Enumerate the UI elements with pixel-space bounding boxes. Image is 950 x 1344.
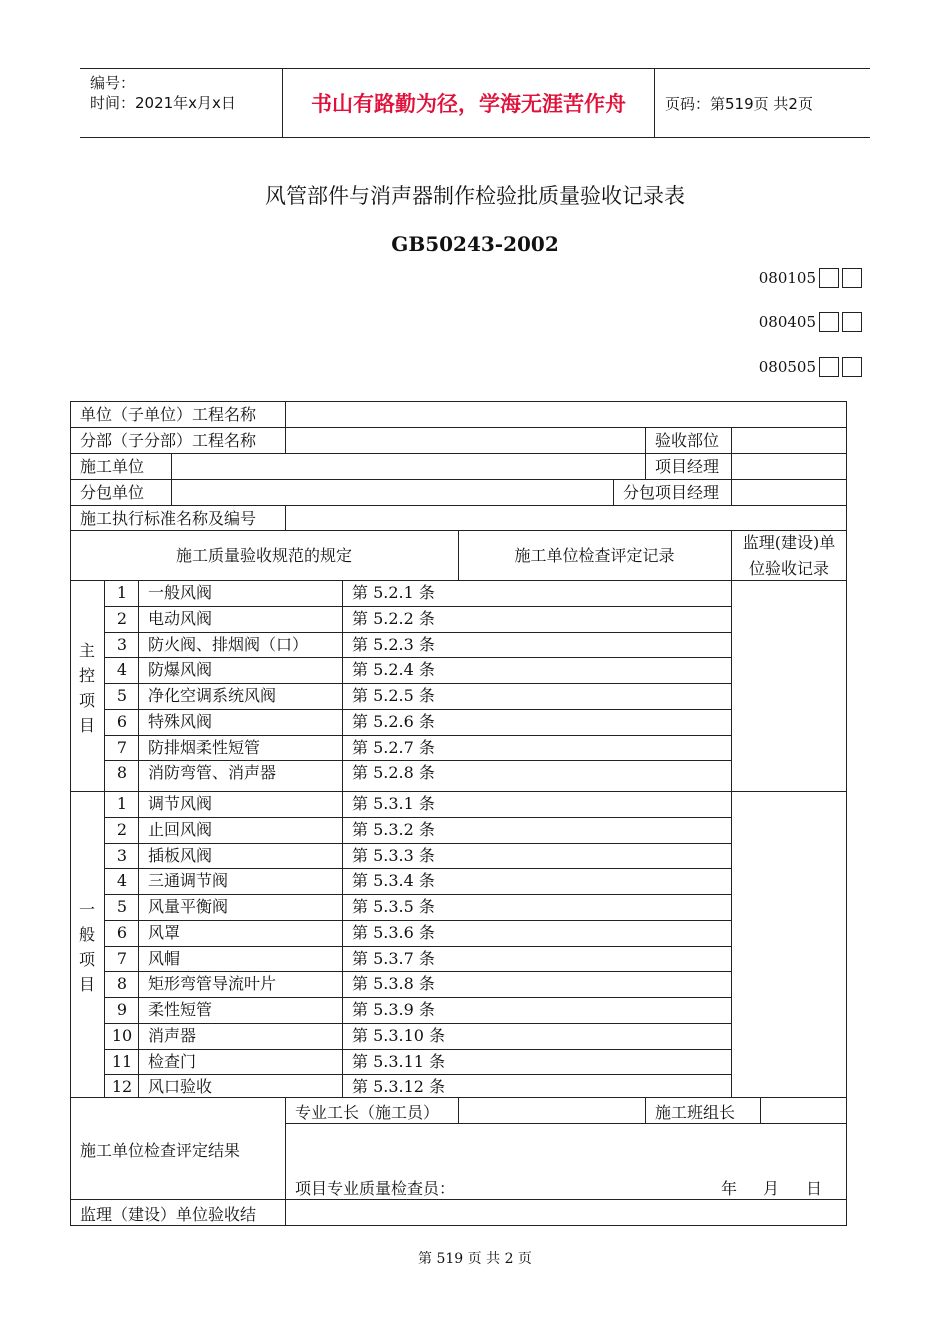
grid-line — [645, 427, 646, 480]
sub-project-manager-label: 分包项目经理 — [623, 483, 720, 502]
date-year: 年 — [721, 1179, 738, 1198]
number-label: 编号： — [90, 74, 136, 92]
general-item-clause: 第 5.3.5 条 — [352, 897, 435, 916]
general-item-no: 12 — [111, 1077, 133, 1097]
grid-line — [104, 657, 732, 658]
main-item-clause: 第 5.2.3 条 — [352, 634, 435, 654]
main-item-no: 4 — [116, 660, 128, 680]
grid-line — [104, 997, 732, 998]
grid-line — [458, 530, 459, 581]
code-number: 080105 — [758, 269, 816, 287]
general-item-no: 7 — [116, 948, 128, 968]
code-checkbox[interactable] — [842, 357, 862, 377]
grid-line — [104, 817, 732, 818]
grid-line — [138, 580, 139, 1098]
general-item-clause: 第 5.3.9 条 — [352, 1000, 435, 1019]
code-row — [759, 268, 862, 288]
main-item-name: 特殊风阀 — [148, 711, 213, 731]
main-group-label: 主 控 项 目 — [78, 641, 95, 735]
code-checkbox[interactable] — [819, 357, 839, 377]
page-footer: 第 519 页 共 2 页 — [418, 1251, 532, 1267]
general-item-no: 6 — [116, 922, 128, 942]
general-item-no: 9 — [116, 1000, 128, 1019]
general-item-clause: 第 5.3.3 条 — [352, 845, 435, 865]
subcontractor-label: 分包单位 — [80, 483, 145, 502]
grid-line — [285, 1123, 847, 1124]
main-item-no: 2 — [116, 608, 128, 628]
grid-line — [70, 401, 847, 402]
main-item-name: 消防弯管、消声器 — [148, 763, 277, 783]
grid-line — [70, 401, 71, 1226]
grid-line — [285, 401, 286, 454]
main-item-clause: 第 5.2.8 条 — [352, 763, 435, 783]
grid-line — [104, 580, 105, 1098]
document-standard: GB50243-2002 — [391, 232, 559, 256]
date-day: 日 — [806, 1179, 823, 1198]
general-item-no: 1 — [116, 794, 128, 813]
grid-line — [285, 1097, 286, 1226]
general-item-name: 矩形弯管导流叶片 — [148, 974, 277, 994]
col-supervision-header-2: 位验收记录 — [748, 559, 829, 578]
general-item-no: 5 — [116, 897, 128, 916]
grid-line — [104, 632, 732, 633]
grid-line — [70, 791, 847, 792]
grid-line — [104, 683, 732, 684]
general-item-name: 风量平衡阀 — [148, 897, 229, 916]
code-checkbox[interactable] — [842, 268, 862, 288]
code-row — [759, 312, 862, 332]
main-item-clause: 第 5.2.7 条 — [352, 737, 435, 757]
grid-line — [104, 1049, 732, 1050]
time-label: 时间：2021年x月x日 — [90, 94, 236, 112]
inspector-label: 项目专业质量检查员： — [295, 1179, 456, 1198]
grid-line — [285, 505, 286, 531]
code-checkbox[interactable] — [819, 268, 839, 288]
grid-line — [104, 760, 732, 761]
grid-line — [342, 580, 343, 1098]
general-item-no: 3 — [116, 845, 128, 865]
general-item-name: 消声器 — [148, 1025, 197, 1045]
code-checkbox[interactable] — [819, 312, 839, 332]
general-item-no: 8 — [116, 974, 128, 994]
team-leader-label: 施工班组长 — [655, 1103, 736, 1122]
grid-line — [731, 427, 732, 506]
main-item-name: 防火阀、排烟阀（口） — [148, 634, 309, 654]
grid-line — [104, 709, 732, 710]
main-item-name: 防排烟柔性短管 — [148, 737, 261, 757]
header-meta — [80, 69, 282, 137]
main-item-clause: 第 5.2.1 条 — [352, 583, 435, 602]
grid-line — [846, 401, 847, 1226]
general-item-name: 插板风阀 — [148, 845, 213, 865]
general-item-clause: 第 5.3.8 条 — [352, 974, 435, 994]
general-item-name: 风罩 — [148, 922, 181, 942]
general-item-clause: 第 5.3.11 条 — [352, 1051, 446, 1071]
grid-line — [104, 843, 732, 844]
grid-line — [104, 971, 732, 972]
general-item-clause: 第 5.3.10 条 — [352, 1025, 446, 1045]
grid-line — [760, 1097, 761, 1124]
general-item-name: 风帽 — [148, 948, 181, 968]
main-item-no: 8 — [116, 763, 128, 783]
general-item-name: 风口验收 — [148, 1077, 213, 1097]
inspection-form — [70, 401, 847, 1226]
grid-line — [104, 1023, 732, 1024]
main-item-name: 一般风阀 — [148, 583, 213, 602]
main-item-clause: 第 5.2.5 条 — [352, 686, 435, 705]
main-item-name: 电动风阀 — [148, 608, 213, 628]
col-spec-header: 施工质量验收规范的规定 — [175, 546, 352, 565]
main-item-clause: 第 5.2.2 条 — [352, 608, 435, 628]
code-number: 080405 — [758, 313, 816, 331]
construction-unit-label: 施工单位 — [80, 457, 145, 476]
general-item-clause: 第 5.3.1 条 — [352, 794, 435, 813]
document-title: 风管部件与消声器制作检验批质量验收记录表 — [265, 184, 685, 208]
col-supervision-header-1: 监理(建设)单 — [742, 533, 836, 552]
grid-line — [104, 894, 732, 895]
grid-line — [731, 530, 732, 1098]
general-item-name: 调节风阀 — [148, 794, 213, 813]
main-item-no: 7 — [116, 737, 128, 757]
grid-line — [70, 1225, 847, 1226]
code-number: 080505 — [758, 358, 816, 376]
date-month: 月 — [763, 1179, 780, 1198]
sub-project-label: 分部（子分部）工程名称 — [80, 431, 257, 450]
general-item-clause: 第 5.3.4 条 — [352, 871, 435, 891]
grid-line — [104, 920, 732, 921]
code-checkbox[interactable] — [842, 312, 862, 332]
main-item-no: 6 — [116, 711, 128, 731]
grid-line — [104, 606, 732, 607]
grid-line — [104, 1074, 732, 1075]
header-page-info: 页码：第519页 共2页 — [665, 94, 813, 113]
general-item-name: 柔性短管 — [148, 1000, 213, 1019]
main-item-name: 净化空调系统风阀 — [148, 686, 277, 705]
grid-line — [645, 1097, 646, 1124]
general-item-name: 三通调节阀 — [148, 871, 229, 891]
supervision-result-label: 监理（建设）单位验收结 — [80, 1205, 257, 1224]
unit-project-label: 单位（子单位）工程名称 — [80, 405, 257, 424]
general-item-no: 2 — [116, 819, 128, 839]
general-item-clause: 第 5.3.7 条 — [352, 948, 435, 968]
grid-line — [104, 735, 732, 736]
acceptance-part-label: 验收部位 — [655, 431, 720, 450]
general-item-name: 止回风阀 — [148, 819, 213, 839]
main-item-no: 1 — [116, 583, 128, 602]
project-manager-label: 项目经理 — [655, 457, 720, 476]
code-row — [759, 357, 862, 377]
grid-line — [104, 868, 732, 869]
main-item-no: 3 — [116, 634, 128, 654]
general-item-clause: 第 5.3.6 条 — [352, 922, 435, 942]
page-header — [80, 68, 870, 138]
foreman-label: 专业工长（施工员） — [295, 1103, 440, 1122]
grid-line — [104, 946, 732, 947]
grid-line — [171, 453, 172, 506]
main-item-clause: 第 5.2.4 条 — [352, 660, 435, 680]
general-item-clause: 第 5.3.12 条 — [352, 1077, 446, 1097]
header-motto: 书山有路勤为径，学海无涯苦作舟 — [282, 69, 655, 137]
main-item-name: 防爆风阀 — [148, 660, 213, 680]
general-group-label: 一 般 项 目 — [78, 900, 95, 994]
main-item-clause: 第 5.2.6 条 — [352, 711, 435, 731]
grid-line — [458, 1097, 459, 1124]
general-item-clause: 第 5.3.2 条 — [352, 819, 435, 839]
result-label: 施工单位检查评定结果 — [80, 1141, 241, 1160]
general-item-no: 11 — [111, 1051, 133, 1071]
grid-line — [613, 479, 614, 506]
col-check-header: 施工单位检查评定记录 — [514, 546, 675, 565]
general-item-no: 10 — [111, 1025, 133, 1045]
grid-line — [70, 1199, 847, 1200]
general-item-name: 检查门 — [148, 1051, 197, 1071]
standard-label: 施工执行标准名称及编号 — [80, 509, 257, 528]
general-item-no: 4 — [116, 871, 128, 891]
main-item-no: 5 — [116, 686, 128, 705]
